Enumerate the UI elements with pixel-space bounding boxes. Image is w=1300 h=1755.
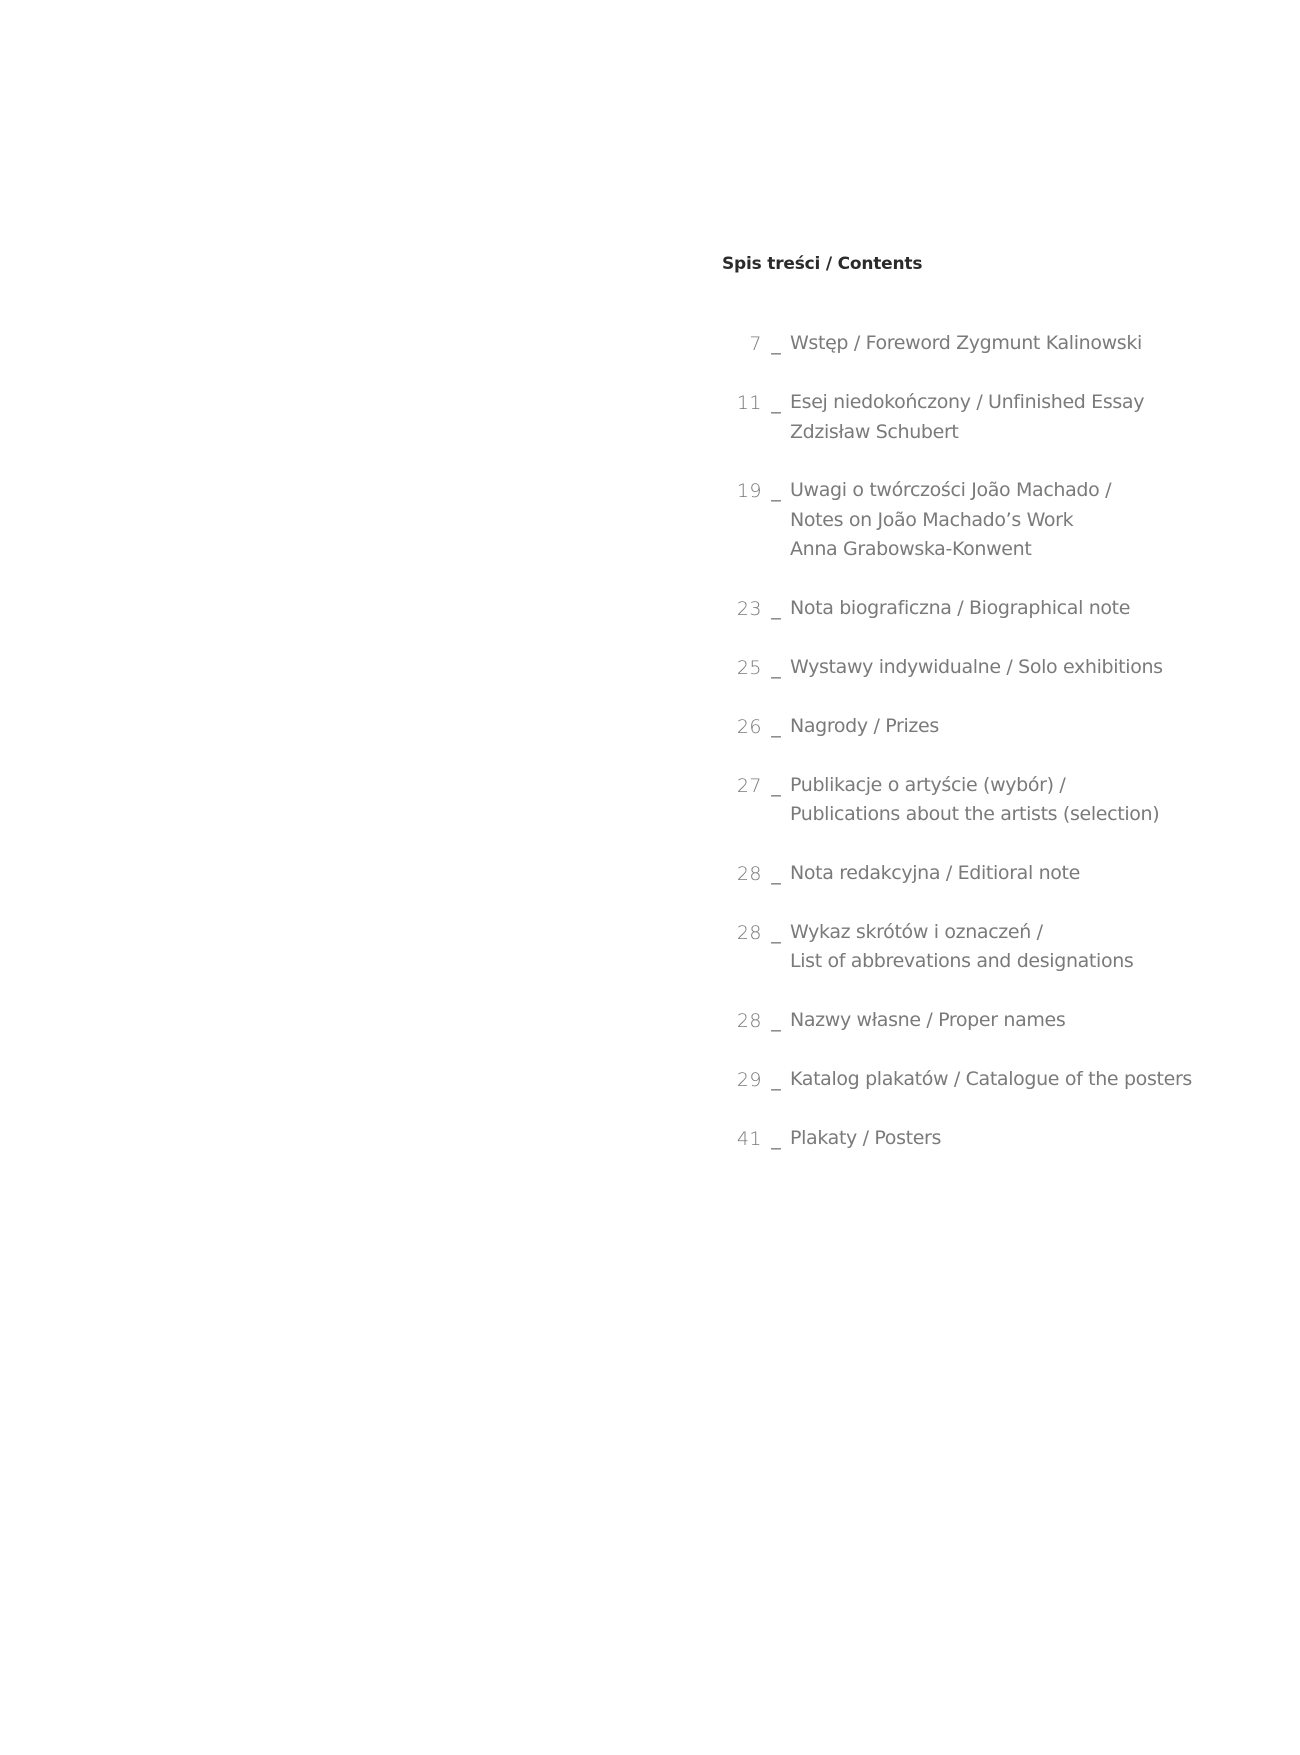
toc-entry-text — [790, 653, 1282, 683]
toc-entry-line: List of abbrevations and designations — [790, 950, 1134, 972]
toc-entry — [722, 1124, 1282, 1154]
toc-entry-line: Notes on João Machado’s Work — [790, 508, 1074, 531]
toc-entry — [722, 918, 1282, 977]
toc-entry-page-number: 29 — [736, 1068, 762, 1091]
toc-entry — [722, 859, 1282, 889]
toc-entry-text — [790, 594, 1282, 624]
toc-entry-separator: _ — [771, 862, 781, 885]
toc-entry — [722, 476, 1282, 565]
toc-entry-line: Publikacje o artyście (wybór) / — [790, 773, 1066, 796]
toc-entry-page-number: 23 — [736, 597, 762, 620]
toc-entry-separator: _ — [771, 1009, 781, 1032]
toc-entry-line: Uwagi o twórczości João Machado / — [790, 479, 1112, 501]
toc-title: Spis treści / Contents — [722, 254, 923, 274]
toc-entry-text — [790, 859, 1282, 889]
toc-entry-text — [790, 918, 1282, 977]
toc-entry-line: Publications about the artists (selection) — [790, 803, 1160, 825]
toc-entry-page-number: 27 — [736, 774, 762, 797]
toc-entry-page-number: 28 — [736, 862, 762, 885]
toc-entry — [722, 712, 1282, 742]
toc-entry-separator: _ — [771, 774, 781, 797]
toc-entry-line: Wykaz skrótów i oznaczeń / — [790, 920, 1043, 943]
toc-entry-separator: _ — [771, 333, 781, 355]
toc-entry-page-number: 11 — [736, 392, 762, 414]
toc-entry-separator: _ — [771, 1127, 781, 1150]
toc-entry-page-number: 28 — [736, 921, 762, 944]
toc-entry-separator: _ — [771, 1068, 781, 1091]
toc-entry-text — [790, 1124, 1282, 1154]
toc-entry-text — [790, 388, 1282, 447]
toc-entry-line: Plakaty / Posters — [790, 1126, 942, 1149]
toc-entry-page-number: 41 — [736, 1127, 762, 1150]
toc-entry-text — [790, 771, 1282, 830]
toc-entry-line: Nazwy własne / Proper names — [790, 1008, 1066, 1031]
toc-entry-text — [790, 476, 1282, 565]
toc-entry-page-number: 25 — [736, 656, 762, 679]
toc-entry — [722, 653, 1282, 683]
toc-entry-line: Wystawy indywidualne / Solo exhibitions — [790, 655, 1163, 678]
toc-entry-text — [790, 1065, 1282, 1095]
toc-entries — [722, 329, 1282, 1154]
toc-entry-page-number: 26 — [736, 715, 762, 738]
toc-entry-separator: _ — [771, 715, 781, 738]
toc-entry-line: Nagrody / Prizes — [790, 714, 939, 737]
toc-entry-line: Esej niedokończony / Unfinished Essay — [790, 391, 1145, 413]
toc-entry-text — [790, 712, 1282, 742]
table-of-contents — [722, 250, 1282, 1183]
toc-entry-page-number: 7 — [749, 333, 762, 355]
toc-entry-separator: _ — [771, 392, 781, 414]
toc-entry-text — [790, 329, 1282, 359]
toc-entry-page-number: 28 — [736, 1009, 762, 1032]
toc-entry — [722, 388, 1282, 447]
toc-entry-line: Anna Grabowska-Konwent — [790, 538, 1032, 560]
toc-entry-separator: _ — [771, 480, 781, 502]
toc-entry-line: Wstęp / Foreword Zygmunt Kalinowski — [790, 332, 1142, 354]
toc-entry-separator: _ — [771, 597, 781, 620]
toc-entry — [722, 594, 1282, 624]
toc-entry — [722, 1065, 1282, 1095]
toc-entry-page-number: 19 — [736, 480, 762, 502]
toc-entry-separator: _ — [771, 656, 781, 679]
toc-entry — [722, 771, 1282, 830]
toc-entry — [722, 1006, 1282, 1036]
toc-entry — [722, 329, 1282, 359]
toc-entry-line: Nota biograficzna / Biographical note — [790, 596, 1131, 619]
toc-entry-line: Nota redakcyjna / Editioral note — [790, 861, 1080, 884]
toc-entry-line: Katalog plakatów / Catalogue of the posters — [790, 1067, 1192, 1090]
toc-entry-separator: _ — [771, 921, 781, 944]
toc-entry-text — [790, 1006, 1282, 1036]
toc-entry-line: Zdzisław Schubert — [790, 420, 959, 443]
